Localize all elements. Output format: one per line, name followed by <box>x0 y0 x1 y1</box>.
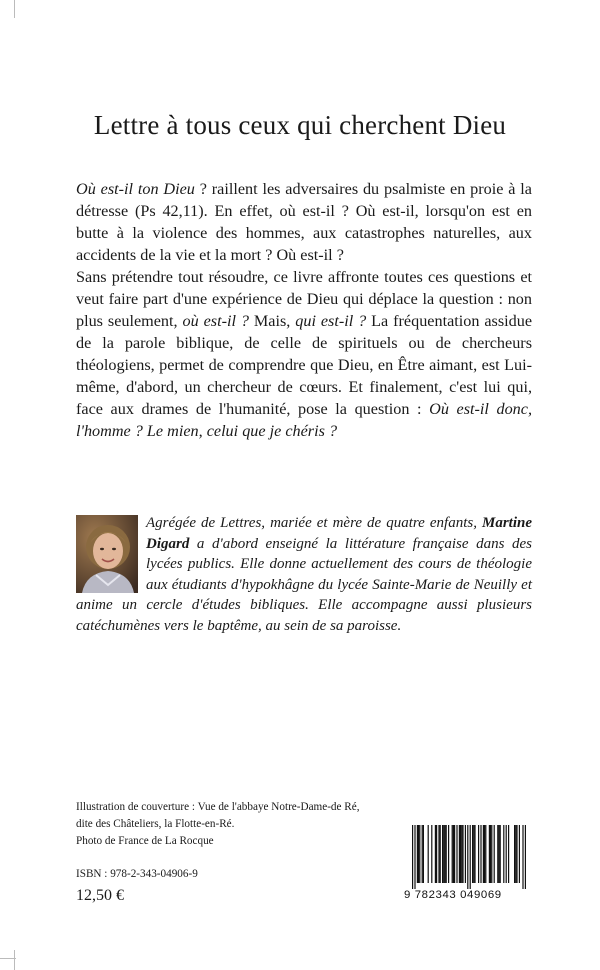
barcode-bar <box>484 825 485 883</box>
barcode-bar <box>490 825 491 883</box>
barcode-bar <box>428 825 429 883</box>
bio-text: a d'abord enseigné la littérature française dans des lycées publics. Elle donne actuellement des cours de théologie aux étudiants d'hypokhâgne du lycée Sainte-Marie de Neuilly et anime un cercle d'études bibliques. Elle accompagne aussi plusieurs catéchumènes vers le baptême, au sein de sa paroisse. <box>76 535 532 634</box>
blurb-paragraph-2 <box>76 266 532 442</box>
credits-line-3: Photo de France de La Rocque <box>76 835 214 847</box>
barcode-bar <box>470 825 471 889</box>
barcode-bar <box>465 825 466 883</box>
price: 12,50 € <box>76 887 124 904</box>
blurb-quote-4: Où est-il donc, l'homme ? Le mien, celui que je chéris ? <box>76 400 533 440</box>
author-bio <box>76 513 532 637</box>
barcode-bar <box>462 825 463 883</box>
barcode-bar <box>459 825 460 883</box>
barcode-bar <box>525 825 526 889</box>
author-name: Martine Digard <box>146 515 532 552</box>
blurb-quote-3: qui est-il ? <box>295 312 367 330</box>
barcode-bar <box>489 825 490 883</box>
blurb <box>76 178 532 442</box>
barcode-bar <box>422 825 423 883</box>
blurb-text-2b: Mais, <box>248 312 296 330</box>
barcode-bar <box>485 825 486 883</box>
barcode-bar <box>516 825 517 883</box>
barcode-bar <box>460 825 461 883</box>
barcode-bar <box>442 825 443 883</box>
blurb-text-2c: La fréquentation assidue de la parole biblique, de celle de spirituels ou de chercheurs théologiens, permet de comprendre que Dieu, en Être aimant, est Lui-même, d'abord, un chercheur de cœurs. Et finalement, c'est lui qui, face aux drames de l'humanité, pose la question : <box>76 312 533 418</box>
barcode-bar <box>438 825 439 883</box>
barcode-bar <box>514 825 515 883</box>
isbn: ISBN : 978-2-343-04906-9 <box>76 868 198 880</box>
barcode-bar <box>454 825 455 883</box>
barcode-bar <box>472 825 473 883</box>
barcode-bar <box>519 825 520 883</box>
barcode-bar <box>443 825 444 883</box>
barcode-bar <box>456 825 457 883</box>
barcode-bar <box>500 825 501 883</box>
blurb-paragraph-1 <box>76 178 532 266</box>
barcode-bar <box>440 825 441 883</box>
blurb-quote-1: Où est-il ton Dieu <box>76 180 195 198</box>
barcode-bar <box>453 825 454 883</box>
barcode-bar <box>508 825 509 883</box>
bio-intro: Agrégée de Lettres, mariée et mère de quatre enfants, <box>146 515 482 531</box>
barcode-bar <box>446 825 447 883</box>
barcode-bar <box>419 825 420 883</box>
barcode-bar <box>461 825 462 883</box>
blurb-text-1: ? raillent les adversaires du psalmiste en proie à la détresse (Ps 42,11). En effet, où est-il ? Où est-il, lorsqu'on est en butte à la violence des hommes, aux catastrophes naturelles, aux accidents de la vie et la mort ? Où est-il ? <box>76 180 532 264</box>
barcode-bar <box>483 825 484 883</box>
barcode-bar <box>448 825 449 883</box>
author-photo <box>76 515 138 593</box>
credits-line-1: Illustration de couverture : Vue de l'abbaye Notre-Dame-de Ré, <box>76 801 360 813</box>
barcode-bar <box>503 825 504 883</box>
barcode-bar <box>494 825 495 883</box>
crop-mark-bottom-line <box>0 958 16 959</box>
barcode-bar <box>435 825 436 883</box>
barcode-bar <box>478 825 479 883</box>
barcode-bars <box>404 825 532 889</box>
author-portrait-image <box>76 515 138 593</box>
barcode-bar <box>498 825 499 883</box>
barcode-bar <box>414 825 415 889</box>
barcode-bar <box>436 825 437 883</box>
credits-line-2: dite des Châteliers, la Flotte-en-Ré. <box>76 818 235 830</box>
barcode-bar <box>473 825 474 883</box>
book-title: Lettre à tous ceux qui cherchent Dieu <box>93 110 507 140</box>
barcode-bar <box>412 825 413 889</box>
blurb-text-2a: Sans prétendre tout résoudre, ce livre affronte toutes ces questions et veut faire part d'une expérience de Dieu qui déplace la question : non plus seulement, <box>76 268 532 330</box>
barcode-bar <box>497 825 498 883</box>
barcode-bar <box>474 825 475 883</box>
barcode-bar <box>515 825 516 883</box>
barcode-digits: 9 782343 049069 <box>404 889 502 901</box>
barcode-bar <box>444 825 445 883</box>
barcode-bar <box>480 825 481 883</box>
barcode-bar <box>467 825 468 889</box>
barcode-bar <box>417 825 418 883</box>
barcode-bar <box>418 825 419 883</box>
barcode-bar <box>423 825 424 883</box>
barcode-bar <box>522 825 523 889</box>
barcode-bar <box>491 825 492 883</box>
blurb-quote-2: où est-il ? <box>182 312 249 330</box>
crop-mark-bottom-left <box>14 950 15 970</box>
barcode-bar <box>452 825 453 883</box>
crop-mark-top-left <box>14 0 15 18</box>
barcode-bar <box>431 825 432 883</box>
barcode-bar <box>506 825 507 883</box>
